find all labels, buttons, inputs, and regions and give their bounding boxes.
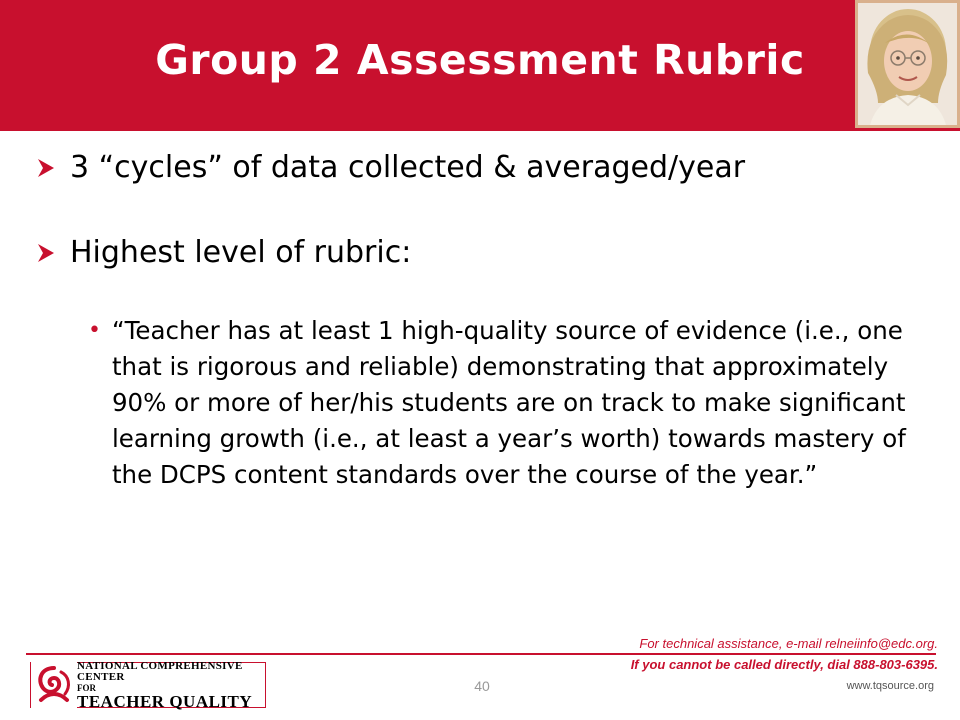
rubric-quote-text: “Teacher has at least 1 high-quality source of evidence (i.e., one that is rigorous and reliable) demonstrating that approximately 90% or more of her/his students are on track to make significant learning growth (i.e., at least a year’s worth) towards mastery of the DCPS content standards over the course of the year.”: [111, 316, 906, 489]
bullet-cycles: [36, 148, 745, 188]
logo-line-3: TEACHER QUALITY: [77, 691, 253, 711]
arrow-bullet-icon: [36, 148, 70, 188]
arrow-bullet-icon: [36, 233, 70, 273]
logo-line-1: NATIONAL COMPREHENSIVE CENTER: [77, 659, 243, 683]
bullet-text: 3 “cycles” of data collected & averaged/year: [70, 150, 746, 185]
footer-divider: [26, 653, 936, 655]
bullet-text: Highest level of rubric:: [70, 235, 412, 270]
dot-bullet-icon: •: [88, 318, 101, 343]
sub-bullet-rubric-quote: [88, 313, 938, 493]
presenter-photo: [855, 0, 960, 128]
dial-in-note: If you cannot be called directly, dial 888-803-6395.: [630, 657, 938, 672]
technical-assistance-note: For technical assistance, e-mail relneiinfo@edc.org.: [639, 636, 938, 651]
nccq-logo-icon: [31, 662, 77, 708]
bullet-highest-level: [36, 233, 411, 273]
slide-title: Group 2 Assessment Rubric: [155, 36, 805, 84]
nccq-logo: [30, 659, 266, 711]
page-number: 40: [474, 678, 490, 694]
logo-wordmark: [77, 661, 265, 710]
logo-line-2: FOR: [77, 682, 96, 693]
website-url: www.tqsource.org: [846, 680, 934, 692]
